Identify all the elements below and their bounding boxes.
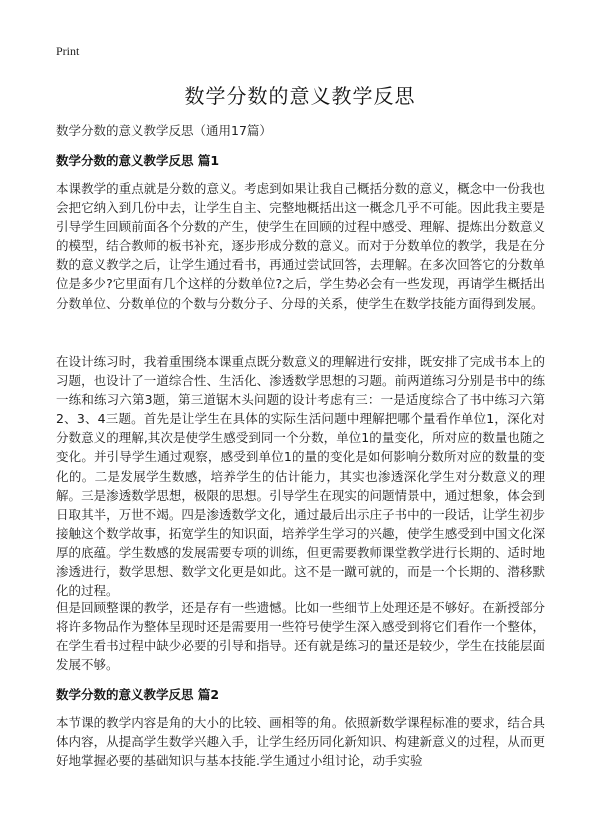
section-1-paragraph-2: 在设计练习时，我着重围绕本课重点既分数意义的理解进行安排，既安排了完成书本上的习题，也设计了一道综合性、生活化、渗透数学思想的习题。前两道练习分别是书中的练一练和练习六第3题，第三道锯木头问题的设计考虑有三：一是适度综合了书中练习六第2、3、4三题。首先是让学生在具体的实际生活问题中理解把哪个量看作单位1，深化对分数意义的理解,其次是使学生感受到同一个分数，单位1的量变化，所对应的数量也随之变化。并引导学生通过观察，感受到单位1的量的变化是如何影响分数所对应的数量的变化的。二是发展学生数感，培养学生的估计能力，其实也渗透深化学生对分数意义的理解。三是渗透数学思想，极限的思想。引导学生在现实的问题情景中，通过想象，体会到日取其半，万世不竭。四是渗透数学文化，通过最后出示庄子书中的一段话，让学生初步接触这个数学故事，拓宽学生的知识面，培养学生学习的兴趣，使学生感受到中国文化深厚的底蕴。学生数感的发展需要专项的训练，但更需要教师课堂教学进行长期的、适时地渗透进行，数学思想、数学文化更是如此。这不是一蹴可就的，而是一个长期的、潜移默化的过程。 <box>56 354 545 599</box>
print-link[interactable]: Print <box>56 44 80 58</box>
document-title: 数学分数的意义教学反思 <box>184 84 416 108</box>
section-1-paragraph-1: 本课教学的重点就是分数的意义。考虑到如果让我自己概括分数的意义，概念中一份我也会把它纳入到几份中去，让学生自主、完整地概括出这一概念几乎不可能。因此我主要是引导学生回顾前面各个分数的产生，使学生在回顾的过程中感受、理解、提炼出分数意义的模型，结合教师的板书补充，逐步形成分数的意义。而对于分数单位的教学，我是在分数的意义教学之后，让学生通过看书，再通过尝试回答，去理解。在多次回答它的分数单位是多少?它里面有几个这样的分数单位?之后，学生势必会有一些发现，再请学生概括出分数单位、分数单位的个数与分数分子、分母的关系，使学生在数学技能方面得到发展。 <box>56 181 545 311</box>
section-heading-1: 数学分数的意义教学反思 篇1 <box>56 153 220 168</box>
section-2-paragraph-1: 本节课的教学内容是角的大小的比较、画相等的角。依照新数学课程标准的要求，结合具体内容，从提高学生数学兴趣入手，让学生经历同化新知识、构建新意义的过程，从而更好地掌握必要的基础知识与基本技能.学生通过小组讨论，动手实验 <box>56 715 545 769</box>
section-heading-2: 数学分数的意义教学反思 篇2 <box>56 687 220 702</box>
section-1-paragraph-3: 但是回顾整课的教学，还是存有一些遗憾。比如一些细节上处理还是不够好。在新授部分将许多物品作为整体呈现时还是需要用一些符号使学生深入感受到将它们看作一个整体，在学生看书过程中缺少必要的引导和指导。还有就是练习的量还是较少，学生在技能层面发展不够。 <box>56 600 545 673</box>
document-subtitle: 数学分数的意义教学反思（通用17篇） <box>56 123 272 138</box>
